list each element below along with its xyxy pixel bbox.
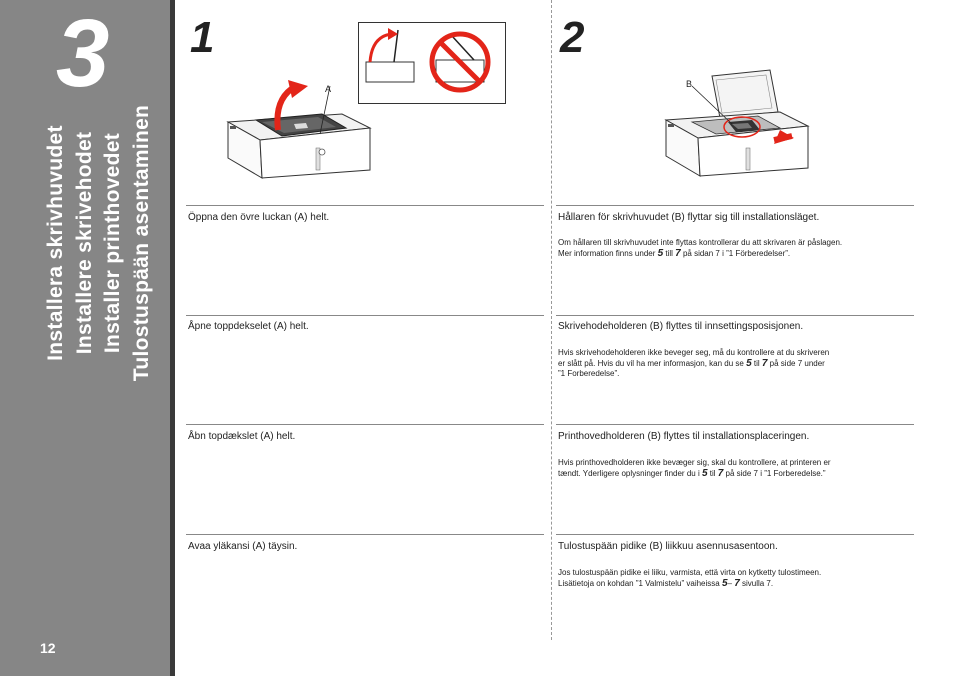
step-1-number: 1	[190, 13, 215, 62]
printer-holder-illustration	[662, 68, 812, 194]
step2-note-finnish: Jos tulostuspään pidike ei liiku, varmista, että virta on kytketty tulostimeen. Lisätietoja on kohdan ”1 Valmistelu” vaiheissa 5– 7 sivulla 7.	[558, 568, 822, 589]
title-danish: Installer printhovedet	[101, 132, 124, 354]
label-a: A	[325, 84, 332, 94]
page-number: 12	[40, 640, 56, 656]
step1-text-danish: Åbn topdækslet (A) helt.	[188, 431, 296, 442]
step-2-number: 2	[560, 13, 585, 62]
step2-text-norwegian: Skrivehodeholderen (B) flyttes til innsettingsposisjonen.	[558, 321, 804, 332]
title-finnish: Tulostuspään asentaminen	[129, 104, 153, 382]
step2-text-swedish: Hållaren för skrivhuvudet (B) flyttar sig till installationsläget.	[558, 212, 820, 223]
rule-1d	[186, 534, 544, 535]
label-b: B	[686, 79, 693, 89]
step2-text-finnish: Tulostuspään pidike (B) liikkuu asennusasentoon.	[558, 541, 778, 552]
step2-note-danish: Hvis printhovedholderen ikke bevæger sig, skal du kontrollere, at printeren er tændt. Yderligere oplysninger finder du i 5 til 7 på side 7 i ”1 Forberedelse.”	[558, 458, 831, 479]
step1-text-finnish: Avaa yläkansi (A) täysin.	[188, 541, 298, 552]
sidebar-edge	[170, 0, 175, 676]
rule-1a	[186, 205, 544, 206]
vertical-titles	[42, 78, 162, 408]
step2-note-swedish: Om hållaren till skrivhuvudet inte flyttas kontrollerar du att skrivaren är påslagen. Mer information finns under 5 till 7 på sidan 7 i ”1 Förberedelser”.	[558, 238, 843, 259]
step2-note-norwegian: Hvis skrivehodeholderen ikke beveger seg, må du kontrollere at du skriveren er slått på. Hvis du vil ha mer informasjon, kan du se 5 til 7 på side 7 under ”1 Forberedelse”.	[558, 348, 830, 378]
step1-text-norwegian: Åpne toppdekselet (A) helt.	[188, 321, 309, 332]
title-swedish: Installera skrivhuvudet	[44, 125, 67, 361]
rule-2a	[556, 205, 914, 206]
rule-2d	[556, 534, 914, 535]
title-norwegian: Installere skrivehodet	[72, 131, 96, 355]
rule-1b	[186, 315, 544, 316]
column-divider	[551, 0, 552, 640]
step1-text-swedish: Öppna den övre luckan (A) helt.	[188, 212, 330, 223]
printer-open-lid-illustration	[222, 78, 374, 194]
chapter-number: 3	[56, 0, 108, 107]
rule-2c	[556, 424, 914, 425]
step2-text-danish: Printhovedholderen (B) flyttes til installationsplaceringen.	[558, 431, 810, 442]
rule-1c	[186, 424, 544, 425]
lid-opening-inset-illustration	[358, 22, 506, 104]
rule-2b	[556, 315, 914, 316]
